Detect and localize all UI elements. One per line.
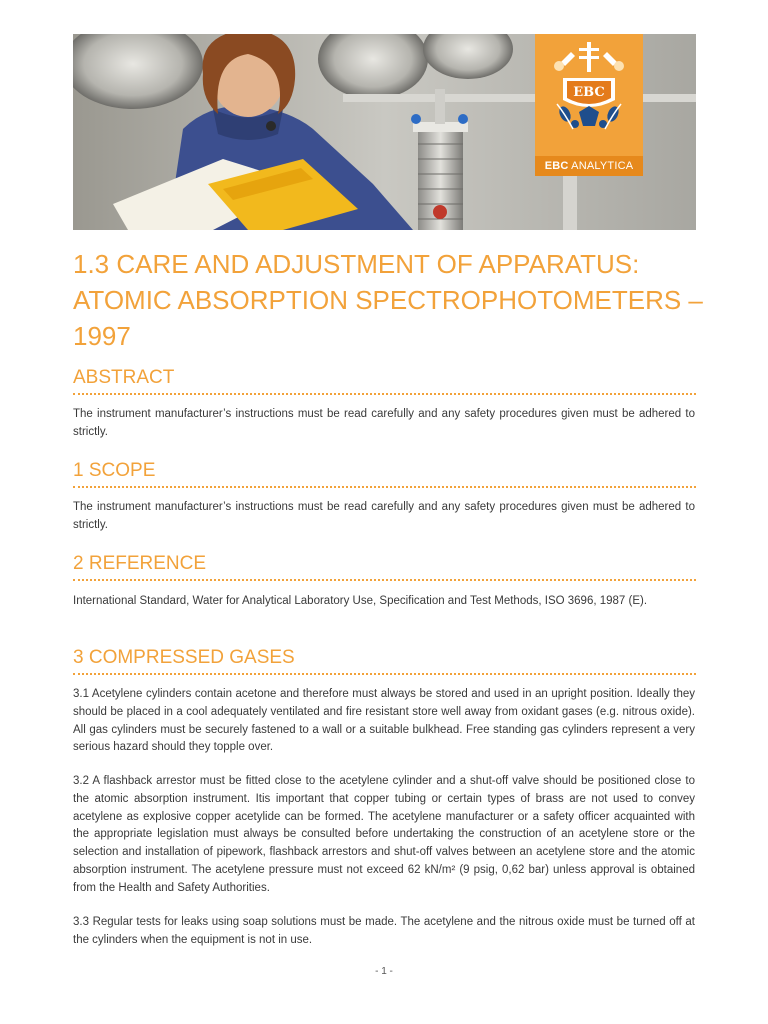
brand-light: ANALYTICA	[568, 160, 634, 172]
reference-heading: 2 REFERENCE	[73, 552, 696, 581]
scope-heading: 1 SCOPE	[73, 459, 696, 488]
ebc-emblem-icon	[535, 34, 643, 156]
scope-text: The instrument manufacturer’s instructions must be read carefully and any safety procedures given must be adhered to strictly.	[73, 501, 695, 531]
reference-text: International Standard, Water for Analytical Laboratory Use, Specification and Test Methods, ISO 3696, 1987 (E).	[73, 595, 648, 607]
gases-paragraph-1: 3.1 Acetylene cylinders contain acetone and therefore must always be stored and used in an upright position. Ideally they should be placed in a cool adequately ventilated and fire resistant store well away from oxidant gases (e.g. nitrous oxide). All gas cylinders must be securely fastened to a wall or a suitable bulkhead. Free standing gas cylinders represent a very serious hazard should they topple over.	[73, 688, 695, 754]
page-number: - 1 -	[375, 966, 393, 977]
compressed-gases-heading: 3 COMPRESSED GASES	[73, 646, 696, 675]
abstract-heading: ABSTRACT	[73, 366, 696, 395]
brand-label	[535, 156, 643, 176]
gases-paragraph-2: 3.2 A flashback arrestor must be fitted close to the acetylene cylinder and a shut-off valve should be positioned close to the atomic absorption instrument. Itis important that copper tubing or certain types of brass are not used to convey acetylene as explosive copper acetylide can be formed. The acetylene manufacturer or a safety officer acquainted with the appropriate legislation must always be consulted before undertaking the construction of an acetylene store or the selection and installation of pipework, flashback arrestors and shut-off valves between an acetylene store and the atomic absorption instrument. The acetylene pressure must not exceed 62 kN/m² (9 psig, 0,62 bar) unless approval is obtained from the Health and Safety Authorities.	[73, 775, 695, 894]
page-title: 1.3 CARE AND ADJUSTMENT OF APPARATUS: ATOMIC ABSORPTION SPECTROPHOTOMETERS – 1997	[73, 249, 703, 351]
brand-bold: EBC	[544, 160, 569, 172]
emblem-text: EBC	[573, 85, 605, 100]
abstract-text: The instrument manufacturer’s instructions must be read carefully and any safety procedures given must be adhered to strictly.	[73, 408, 695, 438]
ebc-analytica-logo	[535, 34, 643, 176]
gases-paragraph-3: 3.3 Regular tests for leaks using soap solutions must be made. The acetylene and the nitrous oxide must be turned off at the cylinders when the equipment is not in use.	[73, 916, 695, 946]
